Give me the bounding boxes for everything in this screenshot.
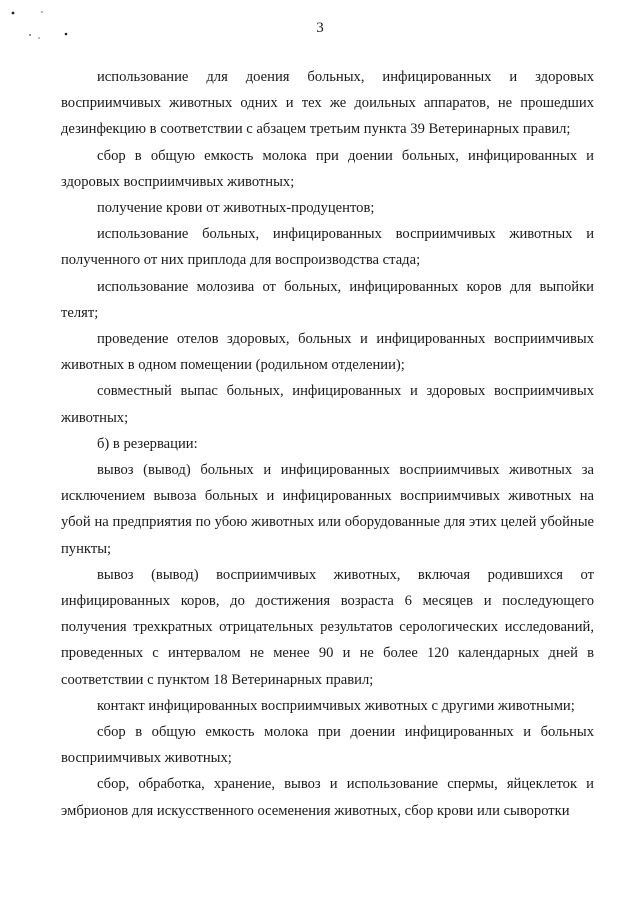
paragraph: б) в резервации: [97, 435, 198, 452]
paragraph: совместный выпас больных, инфицированных и здоровых восприимчивых животных; [61, 383, 594, 426]
paragraph: проведение отелов здоровых, больных и инфицированных восприимчивых животных в одном помещении (родильном отделении); [61, 331, 594, 374]
paragraph: сбор в общую емкость молока при доении больных, инфицированных и здоровых восприимчивых животных; [61, 147, 594, 190]
paragraph: получение крови от животных-продуцентов; [97, 200, 375, 217]
paragraph: вывоз (вывод) больных и инфицированных восприимчивых животных за исключением вывоза больных и инфицированных восприимчивых животных на убой на предприятия по убою животных или оборудованные для этих целей убойные пункты; [61, 462, 594, 557]
paragraph: использование больных, инфицированных восприимчивых животных и полученного от них приплода для воспроизводства стада; [61, 226, 594, 269]
paragraph: сбор, обработка, хранение, вывоз и использование спермы, яйцеклеток и эмбрионов для искусственного осеменения животных, сбор крови или сыворотки [61, 776, 594, 819]
paragraph: вывоз (вывод) восприимчивых животных, включая родившихся от инфицированных коров, до достижения возраста 6 месяцев и последующего получения трехкратных отрицательных результатов серологических исследований, проведенных с интервалом не менее 90 и не более 120 календарных дней в соответствии с пунктом 18 Ветеринарных правил; [61, 566, 594, 688]
page-number: 3 [316, 20, 324, 36]
paragraph: контакт инфицированных восприимчивых животных с другими животными; [97, 697, 575, 714]
paragraph: сбор в общую емкость молока при доении инфицированных и больных восприимчивых животных; [61, 724, 594, 767]
paragraph: использование для доения больных, инфицированных и здоровых восприимчивых животных одних и тех же доильных аппаратов, не прошедших дезинфекцию в соответствии с абзацем третьим пункта 39 Ветеринарных правил; [61, 69, 594, 138]
paragraph: использование молозива от больных, инфицированных коров для выпойки телят; [61, 278, 594, 321]
document-body [61, 64, 594, 824]
